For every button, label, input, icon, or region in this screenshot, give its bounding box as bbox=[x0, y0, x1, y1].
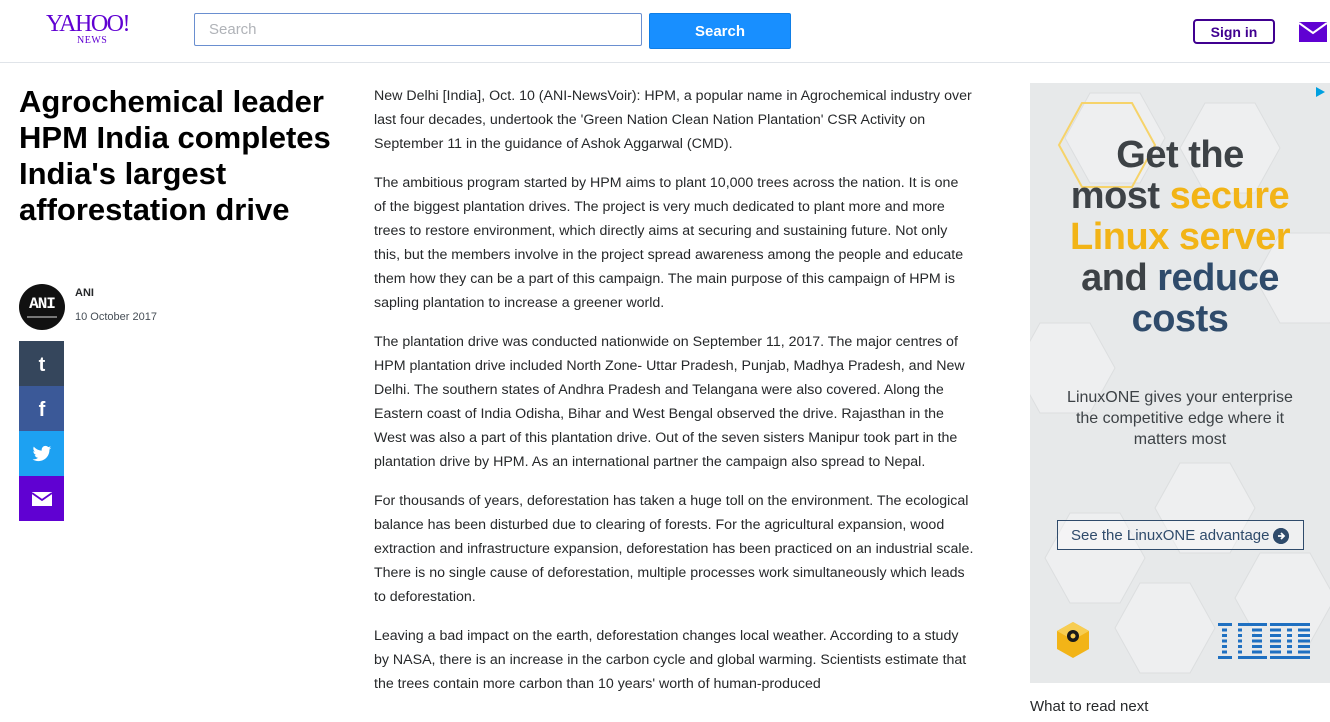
article-paragraph: Leaving a bad impact on the earth, deforestation changes local weather. According to a study by NASA, there is an increase in the carbon cycle and global warming. Scientists estimate that the trees contain more carbon than 10 years' worth of human-produced bbox=[374, 628, 967, 692]
author-avatar bbox=[19, 284, 65, 330]
article-paragraph: For thousands of years, deforestation has taken a huge toll on the environment. The ecological balance has been disturbed due to clearing of forests. For the agricultural expansion, wood extraction and infrastructure expansion, deforestation has been practiced on an industrial scale. There is no single cause of deforestation, multiple processes work simultaneously which leads to deforestation. bbox=[374, 493, 974, 605]
ad-headline-word: and bbox=[1081, 257, 1158, 299]
logo-sub-text: NEWS bbox=[77, 35, 108, 46]
ad-headline-word: most bbox=[1070, 175, 1170, 217]
ad-headline-highlight: Linux server bbox=[1070, 216, 1290, 258]
sign-in-button[interactable]: Sign in bbox=[1193, 19, 1275, 44]
article-paragraph: The ambitious program started by HPM aims to plant 10,000 trees across the nation. It is one of the biggest plantation drives. The project is very much dedicated to plant more and more trees to restore environment, which directly aims at securing and sustaining future. Not only this, but the members involve in the project spread awareness among the people and educate them how they can be a part of this campaign. The main purpose of this campaign of HPM is sapling plantation to increase a greener world. bbox=[374, 175, 964, 311]
arrow-right-icon bbox=[1273, 528, 1289, 544]
ad-headline bbox=[1030, 135, 1330, 340]
share-facebook-button[interactable] bbox=[19, 386, 64, 431]
mail-icon bbox=[32, 492, 52, 506]
ad-headline-line: Get the bbox=[1116, 134, 1244, 176]
svg-text:f: f bbox=[38, 398, 45, 420]
ad-cta-button[interactable] bbox=[1057, 520, 1304, 550]
svg-text:t: t bbox=[38, 353, 45, 375]
search-input[interactable] bbox=[194, 13, 642, 46]
logo-main-text: YAHOO! bbox=[46, 11, 129, 37]
ibm-logo bbox=[1218, 623, 1310, 659]
what-to-read-next-heading: What to read next bbox=[1030, 698, 1149, 715]
ad-banner[interactable] bbox=[1030, 83, 1330, 683]
search-button[interactable]: Search bbox=[649, 13, 791, 49]
top-bar bbox=[0, 0, 1330, 63]
twitter-icon bbox=[32, 445, 52, 463]
avatar-text: ANI bbox=[29, 295, 55, 313]
ad-cta-label: See the LinuxONE advantage bbox=[1071, 526, 1270, 544]
publish-date: 10 October 2017 bbox=[75, 311, 157, 323]
facebook-icon bbox=[32, 398, 52, 420]
author-name[interactable]: ANI bbox=[75, 287, 94, 299]
linuxone-logo-icon bbox=[1056, 621, 1090, 659]
ad-headline-highlight: reduce bbox=[1157, 257, 1279, 299]
avatar-underline bbox=[27, 316, 57, 318]
ad-headline-highlight: costs bbox=[1131, 298, 1229, 340]
share-mail-button[interactable] bbox=[19, 476, 64, 521]
ad-headline-highlight: secure bbox=[1169, 175, 1290, 217]
mail-icon[interactable] bbox=[1299, 22, 1327, 42]
share-tumblr-button[interactable] bbox=[19, 341, 64, 386]
article-paragraph: New Delhi [India], Oct. 10 (ANI-NewsVoir): HPM, a popular name in Agrochemical industry over last four decades, undertook the 'Green Nation Clean Nation Plantation' CSR Activity on September 11 in the guidance of Ashok Aggarwal (CMD). bbox=[374, 88, 972, 152]
article-body bbox=[374, 84, 974, 711]
yahoo-news-logo[interactable] bbox=[46, 12, 142, 48]
article-paragraph: The plantation drive was conducted nationwide on September 11, 2017. The major centres of HPM plantation drive included North Zone- Uttar Pradesh, Punjab, Madhya Pradesh, and New Delhi. The southern states of Andhra Pradesh and Telangana were also covered. Along the Eastern coast of India Odisha, Bihar and West Bengal observed the drive. Rajasthan in the West was also a part of this plantation drive. Out of the seven sisters Manipur took part in the plantation drive by HPM. As an international partner the campaign also spread to Nepal. bbox=[374, 334, 965, 470]
ad-choices-icon[interactable] bbox=[1314, 86, 1326, 98]
tumblr-icon bbox=[32, 353, 52, 375]
ad-body-text: LinuxONE gives your enterprise the competitive edge where it matters most bbox=[1067, 389, 1293, 448]
share-twitter-button[interactable] bbox=[19, 431, 64, 476]
article-title: Agrochemical leader HPM India completes India's largest afforestation drive bbox=[19, 84, 331, 227]
